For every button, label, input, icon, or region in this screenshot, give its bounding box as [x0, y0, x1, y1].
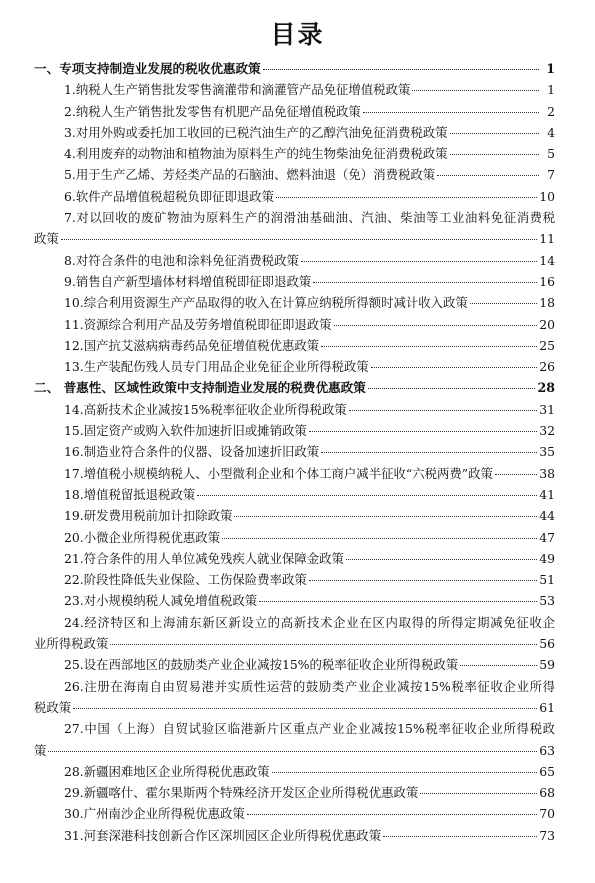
toc-section-heading[interactable] — [34, 58, 555, 79]
page-number: 41 — [539, 486, 555, 502]
dot-leader — [301, 261, 537, 262]
dot-leader — [371, 367, 538, 368]
toc-entry[interactable] — [34, 782, 555, 803]
page-number: 32 — [539, 423, 555, 439]
table-of-contents — [34, 58, 555, 846]
toc-entry[interactable] — [34, 718, 555, 761]
dot-leader — [450, 133, 539, 134]
toc-entry[interactable] — [34, 612, 555, 655]
toc-entry-text: 9.销售自产新型墙体材料增值税即征即退政策 — [64, 273, 312, 289]
toc-entry[interactable] — [34, 101, 555, 122]
toc-entry-text: 8.对符合条件的电池和涂料免征消费税政策 — [64, 252, 299, 268]
toc-entry[interactable] — [34, 143, 555, 164]
toc-entry-text: 5.用于生产乙烯、芳烃类产品的石脑油、燃料油退（免）消费税政策 — [64, 167, 436, 183]
page-number: 10 — [539, 188, 555, 204]
dot-leader — [272, 772, 538, 773]
page-number: 26 — [539, 359, 555, 375]
toc-entry[interactable] — [34, 484, 555, 505]
toc-entry-text: 1.纳税人生产销售批发零售滴灌带和滴灌管产品免征增值税政策 — [64, 82, 411, 98]
toc-entry-text: 21.符合条件的用人单位减免残疾人就业保障金政策 — [64, 550, 344, 566]
dot-leader — [197, 495, 537, 496]
page-number: 59 — [539, 657, 555, 673]
toc-entry[interactable] — [34, 207, 555, 250]
page-number: 73 — [539, 827, 555, 843]
page-number: 4 — [547, 124, 555, 140]
page-number: 63 — [539, 742, 555, 758]
toc-entry[interactable] — [34, 825, 555, 846]
toc-entry[interactable] — [34, 164, 555, 185]
toc-entry-text: 26.注册在海南自由贸易港并实质性运营的鼓励类产业企业减按15%税率征收企业所得 — [64, 678, 555, 694]
page-number: 61 — [539, 699, 555, 715]
toc-entry-text: 29.新疆喀什、霍尔果斯两个特殊经济开发区企业所得税优惠政策 — [64, 785, 419, 801]
page-number: 11 — [539, 231, 555, 247]
dot-leader — [363, 112, 539, 113]
dot-leader — [412, 90, 539, 91]
toc-entry-text: 一、专项支持制造业发展的税收优惠政策 — [34, 61, 261, 76]
dot-leader — [263, 69, 539, 70]
toc-entry-text: 31.河套深港科技创新合作区深圳园区企业所得税优惠政策 — [64, 827, 382, 843]
toc-entry-text: 24.经济特区和上海浦东新区新设立的高新技术企业在区内取得的所得定期减免征收企 — [64, 614, 555, 630]
page-number: 68 — [539, 785, 555, 801]
toc-entry-text: 30.广州南沙企业所得税优惠政策 — [64, 806, 245, 822]
toc-entry-text: 12.国产抗艾滋病病毒药品免征增值税优惠政策 — [64, 337, 320, 353]
page-number: 2 — [547, 103, 555, 119]
dot-leader — [321, 452, 537, 453]
page-number: 70 — [539, 806, 555, 822]
toc-entry[interactable] — [34, 399, 555, 420]
dot-leader — [334, 325, 538, 326]
toc-entry-text: 11.资源综合利用产品及劳务增值税即征即退政策 — [64, 316, 332, 332]
toc-entry[interactable] — [34, 292, 555, 313]
dot-leader — [349, 410, 538, 411]
toc-entry-text: 27.中国（上海）自贸试验区临港新片区重点产业企业减按15%税率征收企业所得税政 — [64, 721, 555, 737]
toc-entry-text: 二、 普惠性、区域性政策中支持制造业发展的税费优惠政策 — [34, 380, 366, 396]
page-title: 目录 — [270, 20, 325, 49]
toc-entry-text-continued: 政策 — [34, 231, 59, 247]
page-number: 65 — [539, 763, 555, 779]
toc-entry-text: 28.新疆困难地区企业所得税优惠政策 — [64, 763, 270, 779]
toc-section-heading[interactable] — [34, 377, 555, 398]
toc-entry-text: 6.软件产品增值税超税负即征即退政策 — [64, 188, 275, 204]
dot-leader — [110, 644, 537, 645]
page-number: 35 — [539, 444, 555, 460]
dot-leader — [321, 346, 537, 347]
toc-entry[interactable] — [34, 122, 555, 143]
toc-entry[interactable] — [34, 186, 555, 207]
dot-leader — [234, 516, 537, 517]
page-number: 28 — [537, 380, 555, 396]
dot-leader — [495, 474, 537, 475]
page-number: 25 — [539, 337, 555, 353]
dot-leader — [61, 239, 537, 240]
toc-entry-text: 18.增值税留抵退税政策 — [64, 486, 196, 502]
toc-entry-text: 4.利用废弃的动物油和植物油为原料生产的纯生物柴油免征消费税政策 — [64, 146, 448, 162]
dot-leader — [437, 175, 539, 176]
toc-entry[interactable] — [34, 441, 555, 462]
toc-entry[interactable] — [34, 463, 555, 484]
toc-entry[interactable] — [34, 420, 555, 441]
toc-entry[interactable] — [34, 79, 555, 100]
toc-entry-text: 13.生产装配伤残人员专门用品企业免征企业所得税政策 — [64, 359, 369, 375]
toc-entry[interactable] — [34, 654, 555, 675]
toc-entry-text: 22.阶段性降低失业保险、工伤保险费率政策 — [64, 572, 307, 588]
toc-entry[interactable] — [34, 271, 555, 292]
dot-leader — [276, 197, 537, 198]
dot-leader — [346, 559, 537, 560]
dot-leader — [383, 836, 537, 837]
dot-leader — [247, 814, 537, 815]
dot-leader — [460, 665, 537, 666]
page-number: 38 — [539, 465, 555, 481]
toc-entry[interactable] — [34, 250, 555, 271]
page-number: 1 — [547, 82, 555, 98]
toc-entry-text: 14.高新技术企业减按15%税率征收企业所得税政策 — [64, 401, 347, 417]
toc-entry[interactable] — [34, 548, 555, 569]
dot-leader — [368, 388, 536, 389]
toc-entry-text: 2.纳税人生产销售批发零售有机肥产品免征增值税政策 — [64, 103, 361, 119]
toc-entry[interactable] — [34, 676, 555, 719]
toc-entry[interactable] — [34, 803, 555, 824]
toc-entry-text: 25.设在西部地区的鼓励类产业企业减按15%的税率征收企业所得税政策 — [64, 657, 459, 673]
dot-leader — [259, 601, 537, 602]
toc-entry[interactable] — [34, 314, 555, 335]
toc-entry-text: 10.综合利用资源生产产品取得的收入在计算应纳税所得额时减计收入政策 — [64, 295, 468, 311]
page-number: 51 — [539, 572, 555, 588]
page-number: 53 — [539, 593, 555, 609]
toc-entry[interactable] — [34, 527, 555, 548]
page-number: 7 — [547, 167, 555, 183]
toc-entry-text: 3.对用外购或委托加工收回的已税汽油生产的乙醇汽油免征消费税政策 — [64, 124, 448, 140]
dot-leader — [309, 580, 537, 581]
toc-entry-text: 19.研发费用税前加计扣除政策 — [64, 508, 233, 524]
toc-entry[interactable] — [34, 569, 555, 590]
page-number: 49 — [539, 550, 555, 566]
toc-entry-text: 23.对小规模纳税人减免增值税政策 — [64, 593, 258, 609]
page-number: 1 — [546, 61, 555, 76]
toc-entry[interactable] — [34, 761, 555, 782]
dot-leader — [48, 751, 537, 752]
page-number: 18 — [539, 295, 555, 311]
toc-entry-text-continued: 策 — [34, 742, 47, 758]
dot-leader — [73, 708, 537, 709]
toc-entry-text-continued: 税政策 — [34, 699, 72, 715]
toc-entry-text: 17.增值税小规模纳税人、小型微利企业和个体工商户减半征收“六税两费”政策 — [64, 465, 493, 481]
toc-entry[interactable] — [34, 335, 555, 356]
dot-leader — [309, 431, 537, 432]
dot-leader — [313, 282, 537, 283]
page-number: 47 — [539, 529, 555, 545]
toc-entry-text-continued: 业所得税政策 — [34, 636, 109, 652]
page-number: 44 — [539, 508, 555, 524]
dot-leader — [470, 303, 537, 304]
page-number: 31 — [539, 401, 555, 417]
toc-entry[interactable] — [34, 356, 555, 377]
page-number: 14 — [539, 252, 555, 268]
page-number: 56 — [539, 636, 555, 652]
dot-leader — [420, 793, 537, 794]
toc-entry-text: 7.对以回收的废矿物油为原料生产的润滑油基础油、汽油、柴油等工业油料免征消费税 — [64, 210, 555, 226]
page-number: 20 — [539, 316, 555, 332]
toc-entry[interactable] — [34, 590, 555, 611]
toc-entry-text: 16.制造业符合条件的仪器、设备加速折旧政策 — [64, 444, 320, 460]
page-number: 16 — [539, 273, 555, 289]
page-number: 5 — [547, 146, 555, 162]
toc-entry-text: 20.小微企业所得税优惠政策 — [64, 529, 221, 545]
dot-leader — [450, 154, 539, 155]
dot-leader — [222, 538, 537, 539]
toc-entry[interactable] — [34, 505, 555, 526]
toc-entry-text: 15.固定资产或购入软件加速折旧或摊销政策 — [64, 423, 307, 439]
